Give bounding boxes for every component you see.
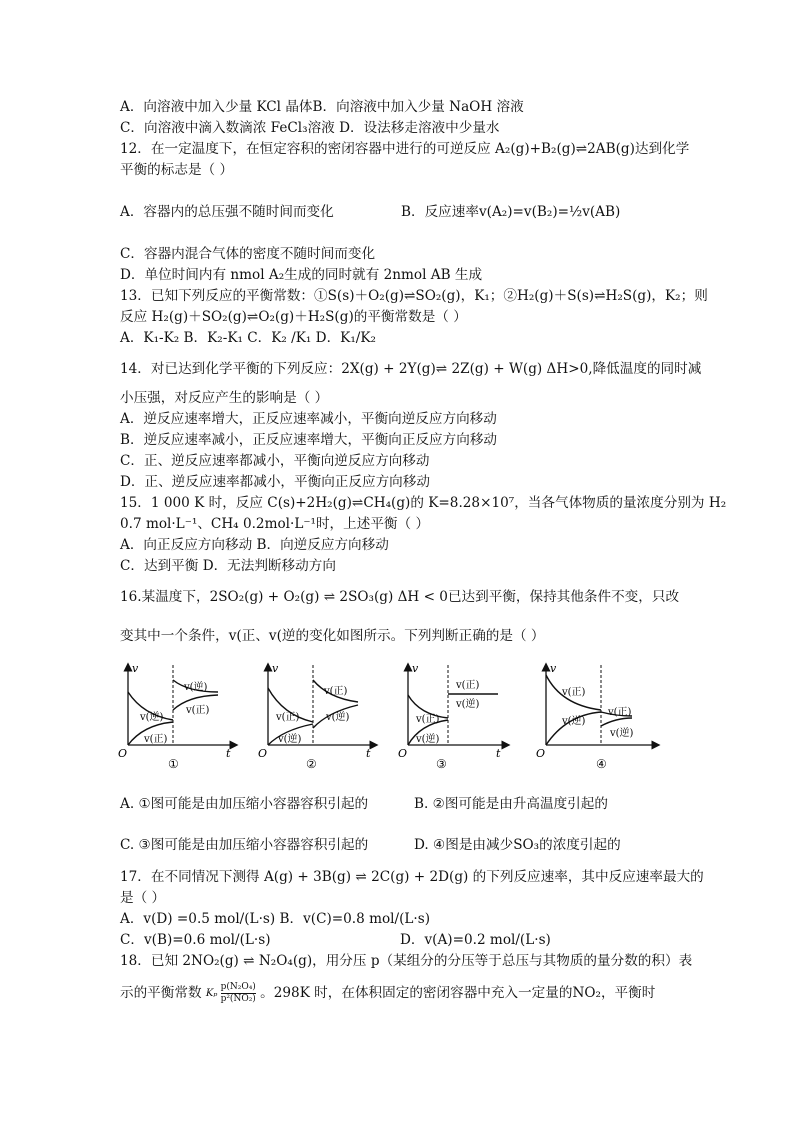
kp-formula bbox=[206, 982, 256, 1005]
q14-option-c: C．正、逆反应速率都减小，平衡向逆反应方向移动 bbox=[120, 453, 430, 469]
q15-option-ab: A．向正反应方向移动 B．向逆反应方向移动 bbox=[120, 537, 389, 553]
graph-1-label: ① bbox=[168, 757, 179, 771]
v-ni-label: v(逆) bbox=[456, 699, 480, 710]
v-zheng-label: v(正) bbox=[144, 734, 168, 745]
q18-stem-suffix: 。298K 时，在体积固定的密闭容器中充入一定量的NO₂，平衡时 bbox=[260, 985, 656, 1001]
origin-label: O bbox=[536, 747, 546, 760]
q18-stem-prefix: 示的平衡常数 bbox=[120, 985, 202, 1001]
q12-option-d: D．单位时间内有 nmol A₂生成的同时就有 2nmol AB 生成 bbox=[120, 267, 483, 283]
q12-stem-line1: 12．在一定温度下，在恒定容积的密闭容器中进行的可逆反应 A₂(g)+B₂(g)⇌2AB(g)达到化学 bbox=[120, 141, 690, 157]
q17-option-d: D．v(A)=0.2 mol/(L·s) bbox=[400, 932, 551, 948]
origin-label: O bbox=[398, 747, 408, 760]
q17-stem-line2: 是（ ） bbox=[120, 890, 166, 906]
q16-option-a: A. ①图可能是由加压缩小容器容积引起的 bbox=[120, 796, 369, 812]
v-ni-label: v(逆) bbox=[184, 682, 208, 693]
v-zheng-label: v(正) bbox=[186, 705, 210, 716]
axis-t-label: t bbox=[366, 747, 371, 760]
v-zheng-label: v(正) bbox=[456, 680, 480, 691]
origin-label: O bbox=[258, 747, 268, 760]
v-zheng-label: v(正) bbox=[562, 687, 586, 698]
graph-4-label: ④ bbox=[596, 757, 607, 771]
v-zheng-label: v(正) bbox=[608, 707, 632, 718]
kp-symbol: Kₚ bbox=[205, 988, 218, 999]
q17-option-c: C．v(B)=0.6 mol/(L·s) bbox=[120, 932, 271, 948]
q16-stem-line2: 变其中一个条件，v(正、v(逆的变化如图所示。下列判断正确的是（ ） bbox=[120, 628, 545, 644]
v-zheng-label: v(正) bbox=[324, 686, 348, 697]
q14-stem-line2: 小压强，对反应产生的影响是（ ） bbox=[120, 390, 329, 406]
kp-numerator: p(N₂O₄) bbox=[220, 982, 256, 992]
q12-stem-line2: 平衡的标志是（ ） bbox=[120, 162, 234, 178]
q16-option-b: B. ②图可能是由升高温度引起的 bbox=[414, 796, 608, 812]
q15-option-cd: C．达到平衡 D．无法判断移动方向 bbox=[120, 558, 336, 574]
axis-v-label: v bbox=[132, 662, 139, 675]
graph-1 bbox=[118, 662, 236, 771]
graph-3-label: ③ bbox=[436, 757, 447, 771]
v-ni-label: v(逆) bbox=[278, 734, 302, 745]
q14-option-b: B．逆反应速率减小，正反应速率增大，平衡向正反应方向移动 bbox=[120, 432, 498, 448]
v-zheng-label: v(正) bbox=[416, 714, 440, 725]
v-ni-label: v(逆) bbox=[140, 712, 164, 723]
q14-option-d: D．正、逆反应速率都减小，平衡向正反应方向移动 bbox=[120, 474, 430, 490]
q16-rate-graphs bbox=[118, 660, 678, 775]
graph-2-label: ② bbox=[306, 757, 317, 771]
q16-option-d: D. ④图是由减少SO₃的浓度引起的 bbox=[414, 837, 621, 853]
axis-t-label: t bbox=[496, 747, 501, 760]
graph-4 bbox=[536, 662, 658, 771]
q13-stem-line1: 13．已知下列反应的平衡常数：①S(s)＋O₂(g)⇌SO₂(g)，K₁；②H₂(g)＋S(s)⇌H₂S(g)，K₂；则 bbox=[120, 288, 708, 304]
q13-stem-line2: 反应 H₂(g)＋SO₂(g)⇌O₂(g)＋H₂S(g)的平衡常数是（ ） bbox=[120, 309, 467, 325]
graph-2 bbox=[258, 662, 376, 771]
q17-option-ab: A．v(D) =0.5 mol/(L·s) B．v(C)=0.8 mol/(L·s) bbox=[120, 911, 431, 927]
q16-stem-line1: 16.某温度下，2SO₂(g) + O₂(g) ⇌ 2SO₃(g) ΔH < 0已达到平衡，保持其他条件不变，只改 bbox=[120, 589, 680, 605]
q17-stem-line1: 17．在不同情况下测得 A(g) + 3B(g) ⇌ 2C(g) + 2D(g) 的下列反应速率，其中反应速率最大的 bbox=[120, 869, 704, 885]
v-zheng-label: v(正) bbox=[276, 712, 300, 723]
q13-options: A．K₁-K₂ B．K₂-K₁ C．K₂ /K₁ D．K₁/K₂ bbox=[120, 330, 376, 346]
q14-stem-line1: 14．对已达到化学平衡的下列反应：2X(g) + 2Y(g)⇌ 2Z(g) + W(g) ΔH>0,降低温度的同时减 bbox=[120, 361, 702, 377]
axis-v-label: v bbox=[412, 662, 419, 675]
q16-option-c: C. ③图可能是由加压缩小容器容积引起的 bbox=[120, 837, 369, 853]
q18-stem-line2 bbox=[120, 982, 655, 1005]
axis-v-label: v bbox=[272, 662, 279, 675]
origin-label: O bbox=[118, 747, 128, 760]
v-ni-label: v(逆) bbox=[610, 728, 634, 739]
q14-option-a: A．逆反应速率增大，正反应速率减小，平衡向逆反应方向移动 bbox=[120, 411, 497, 427]
v-ni-label: v(逆) bbox=[416, 734, 440, 745]
v-ni-label: v(逆) bbox=[562, 716, 586, 727]
v-ni-label: v(逆) bbox=[326, 712, 350, 723]
kp-denominator: p²(NO₂) bbox=[220, 994, 256, 1004]
q15-stem-line1: 15．1 000 K 时，反应 C(s)+2H₂(g)⇌CH₄(g)的 K=8.28×10⁷，当各气体物质的量浓度分别为 H₂ bbox=[120, 495, 727, 511]
q11-option-ab: A．向溶液中加入少量 KCl 晶体B．向溶液中加入少量 NaOH 溶液 bbox=[120, 99, 524, 115]
q11-option-cd: C．向溶液中滴入数滴浓 FeCl₃溶液 D．设法移走溶液中少量水 bbox=[120, 120, 500, 136]
q12-option-a: A．容器内的总压强不随时间而变化 bbox=[120, 204, 334, 220]
q12-option-b: B．反应速率v(A₂)=v(B₂)=½v(AB) bbox=[401, 204, 621, 220]
axis-t-label: t bbox=[226, 747, 231, 760]
axis-v-label: v bbox=[550, 662, 557, 675]
q12-option-c: C．容器内混合气体的密度不随时间而变化 bbox=[120, 246, 376, 262]
q18-stem-line1: 18．已知 2NO₂(g) ⇌ N₂O₄(g)，用分压 p（某组分的分压等于总压与其物质的量分数的积）表 bbox=[120, 953, 693, 969]
graph-3 bbox=[398, 662, 508, 771]
q15-stem-line2: 0.7 mol·L⁻¹、CH₄ 0.2mol·L⁻¹时，上述平衡（ ） bbox=[120, 516, 430, 532]
